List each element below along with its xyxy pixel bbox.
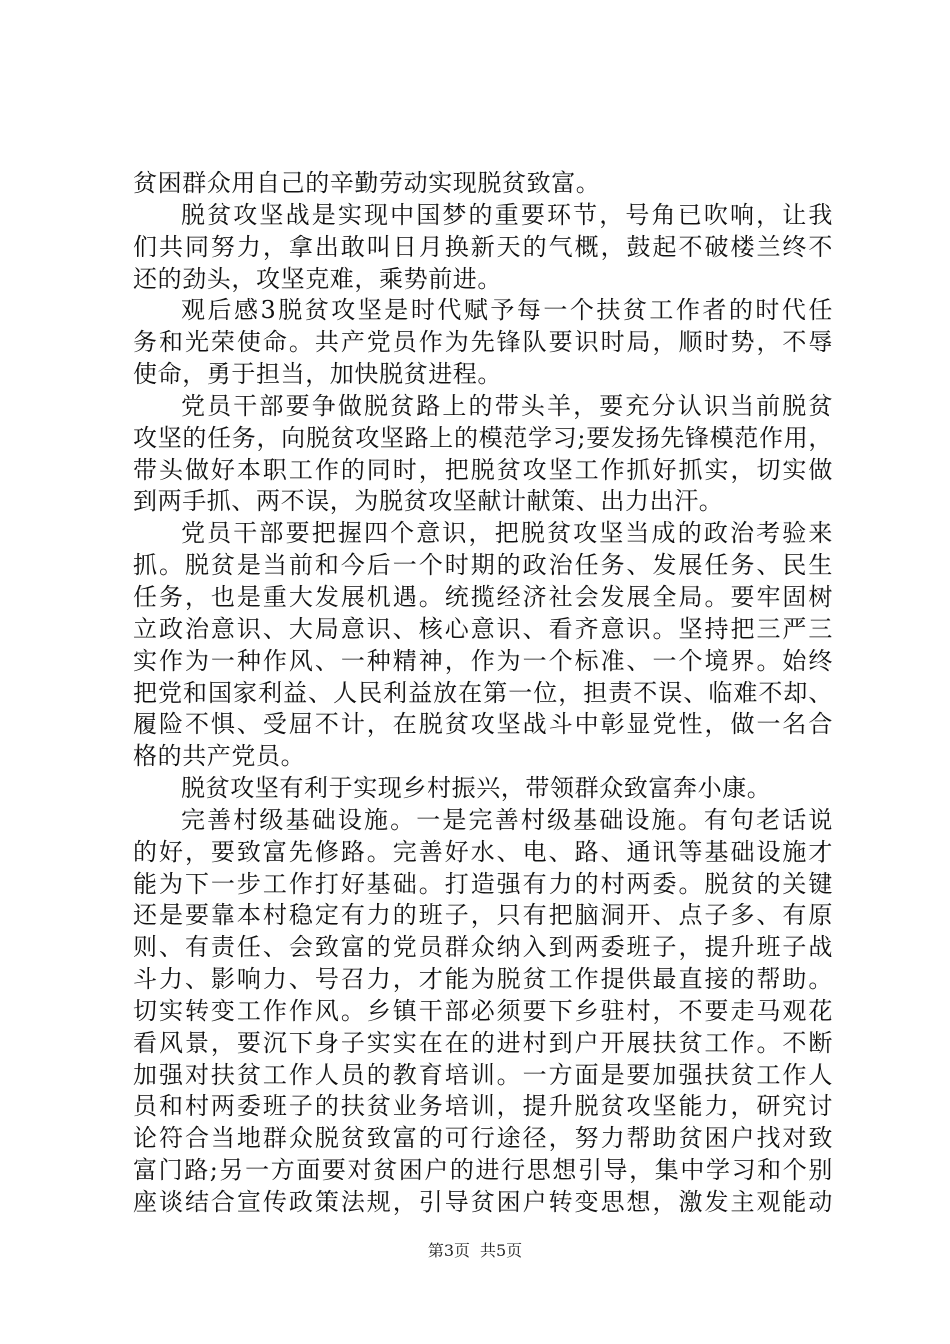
text-line: 把党和国家利益、人民利益放在第一位，担责不误、临难不却、 bbox=[133, 678, 833, 707]
text-line: 论符合当地群众脱贫致富的可行途径，努力帮助贫困户找对致 bbox=[133, 1124, 833, 1153]
page-total: 共5页 bbox=[480, 1241, 523, 1260]
page-footer bbox=[0, 1240, 950, 1262]
text-line: 看风景，要沉下身子实实在在的进村到户开展扶贫工作。不断 bbox=[133, 1028, 833, 1057]
text-line: 党员干部要把握四个意识，把脱贫攻坚当成的政治考验来 bbox=[181, 519, 833, 548]
text-line: 实作为一种作风、一种精神，作为一个标准、一个境界。始终 bbox=[133, 646, 833, 675]
text-line: 能为下一步工作打好基础。打造强有力的村两委。脱贫的关键 bbox=[133, 869, 833, 898]
text-line: 切实转变工作作风。乡镇干部必须要下乡驻村，不要走马观花 bbox=[133, 996, 833, 1025]
text-line: 观后感3脱贫攻坚是时代赋予每一个扶贫工作者的时代任 bbox=[181, 296, 833, 325]
text-line: 完善村级基础设施。一是完善村级基础设施。有句老话说 bbox=[181, 805, 833, 834]
text-line: 斗力、影响力、号召力，才能为脱贫工作提供最直接的帮助。 bbox=[133, 965, 833, 994]
text-line: 贫困群众用自己的辛勤劳动实现脱贫致富。 bbox=[133, 169, 601, 197]
text-line: 立政治意识、大局意识、核心意识、看齐意识。坚持把三严三 bbox=[133, 614, 833, 643]
text-line: 座谈结合宣传政策法规，引导贫困户转变思想，激发主观能动 bbox=[133, 1188, 833, 1216]
text-line: 的好，要致富先修路。完善好水、电、路、通讯等基础设施才 bbox=[133, 837, 833, 866]
text-line: 党员干部要争做脱贫路上的带头羊，要充分认识当前脱贫 bbox=[181, 391, 833, 420]
text-line: 务和光荣使命。共产党员作为先锋队要识时局，顺时势，不辱 bbox=[133, 328, 833, 357]
text-line: 则、有责任、会致富的党员群众纳入到两委班子，提升班子战 bbox=[133, 933, 833, 962]
text-line: 富门路;另一方面要对贫困户的进行思想引导，集中学习和个别 bbox=[133, 1156, 833, 1185]
text-line: 攻坚的任务，向脱贫攻坚路上的模范学习;要发扬先锋模范作用， bbox=[133, 423, 833, 452]
page-number: 第3页 bbox=[427, 1241, 470, 1260]
text-line: 到两手抓、两不误，为脱贫攻坚献计献策、出力出汗。 bbox=[133, 487, 724, 516]
text-line: 脱贫攻坚战是实现中国梦的重要环节，号角已吹响，让我 bbox=[181, 200, 833, 229]
text-line: 们共同努力，拿出敢叫日月换新天的气概，鼓起不破楼兰终不 bbox=[133, 232, 833, 261]
text-line: 履险不惧、受屈不计，在脱贫攻坚战斗中彰显党性，做一名合 bbox=[133, 710, 833, 739]
text-line: 员和村两委班子的扶贫业务培训，提升脱贫攻坚能力，研究讨 bbox=[133, 1092, 833, 1121]
text-line: 还的劲头，攻坚克难，乘势前进。 bbox=[133, 264, 502, 293]
text-line: 格的共产党员。 bbox=[133, 742, 306, 771]
text-line: 加强对扶贫工作人员的教育培训。一方面是要加强扶贫工作人 bbox=[133, 1060, 833, 1089]
body-text bbox=[133, 168, 833, 1219]
text-line: 脱贫攻坚有利于实现乡村振兴，带领群众致富奔小康。 bbox=[181, 774, 772, 803]
text-line: 还是要靠本村稳定有力的班子，只有把脑洞开、点子多、有原 bbox=[133, 901, 833, 930]
text-line: 抓。脱贫是当前和今后一个时期的政治任务、发展任务、民生 bbox=[133, 551, 833, 580]
text-line: 带头做好本职工作的同时，把脱贫攻坚工作抓好抓实，切实做 bbox=[133, 455, 833, 484]
text-line: 使命，勇于担当，加快脱贫进程。 bbox=[133, 360, 502, 389]
text-line: 任务，也是重大发展机遇。统揽经济社会发展全局。要牢固树 bbox=[133, 582, 833, 611]
